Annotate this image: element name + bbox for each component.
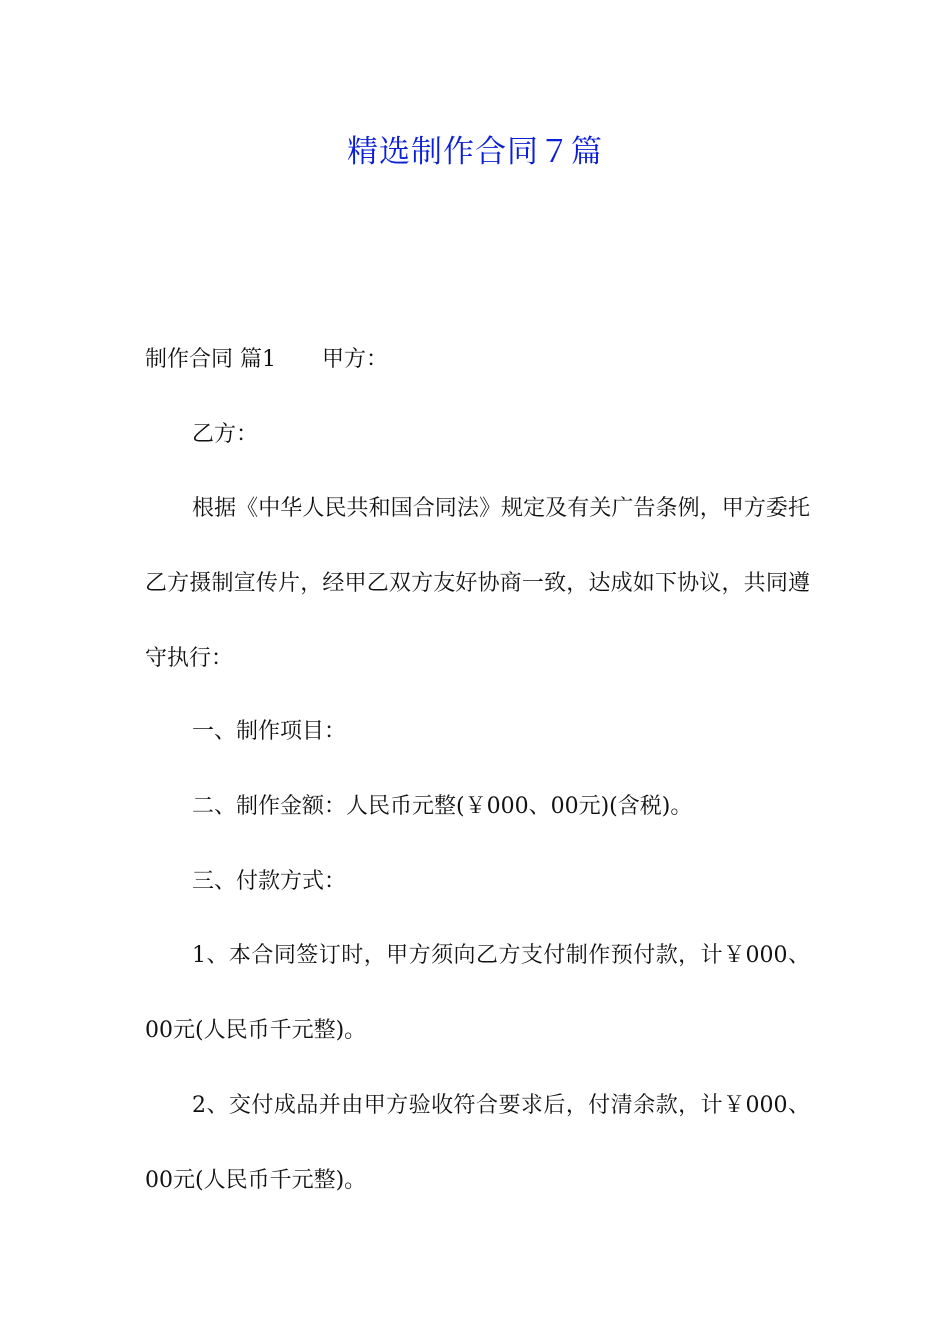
- party-a-label: 甲方：: [322, 347, 389, 372]
- contract-heading: 制作合同 篇1: [145, 347, 276, 372]
- item-payment-method: 三、付款方式：: [192, 869, 347, 894]
- payment-clause-2: 2、交付成品并由甲方验收符合要求后，付清余款，计￥000、00元(人民币千元整)。: [145, 1093, 810, 1193]
- item-production-project: 一、制作项目：: [192, 719, 347, 744]
- payment-clause-1: 1、本合同签订时，甲方须向乙方支付制作预付款，计￥000、00元(人民币千元整)。: [145, 943, 810, 1043]
- intro-paragraph: 根据《中华人民共和国合同法》规定及有关广告条例，甲方委托乙方摄制宣传片，经甲乙双方友好协商一致，达成如下协议，共同遵守执行：: [145, 496, 810, 671]
- item-production-amount: 二、制作金额：人民币元整(￥000、00元)(含税)。: [192, 794, 693, 819]
- contract-heading-line: [145, 342, 810, 378]
- document-title: 精选制作合同７篇: [347, 134, 603, 170]
- party-b-label: 乙方：: [192, 422, 259, 447]
